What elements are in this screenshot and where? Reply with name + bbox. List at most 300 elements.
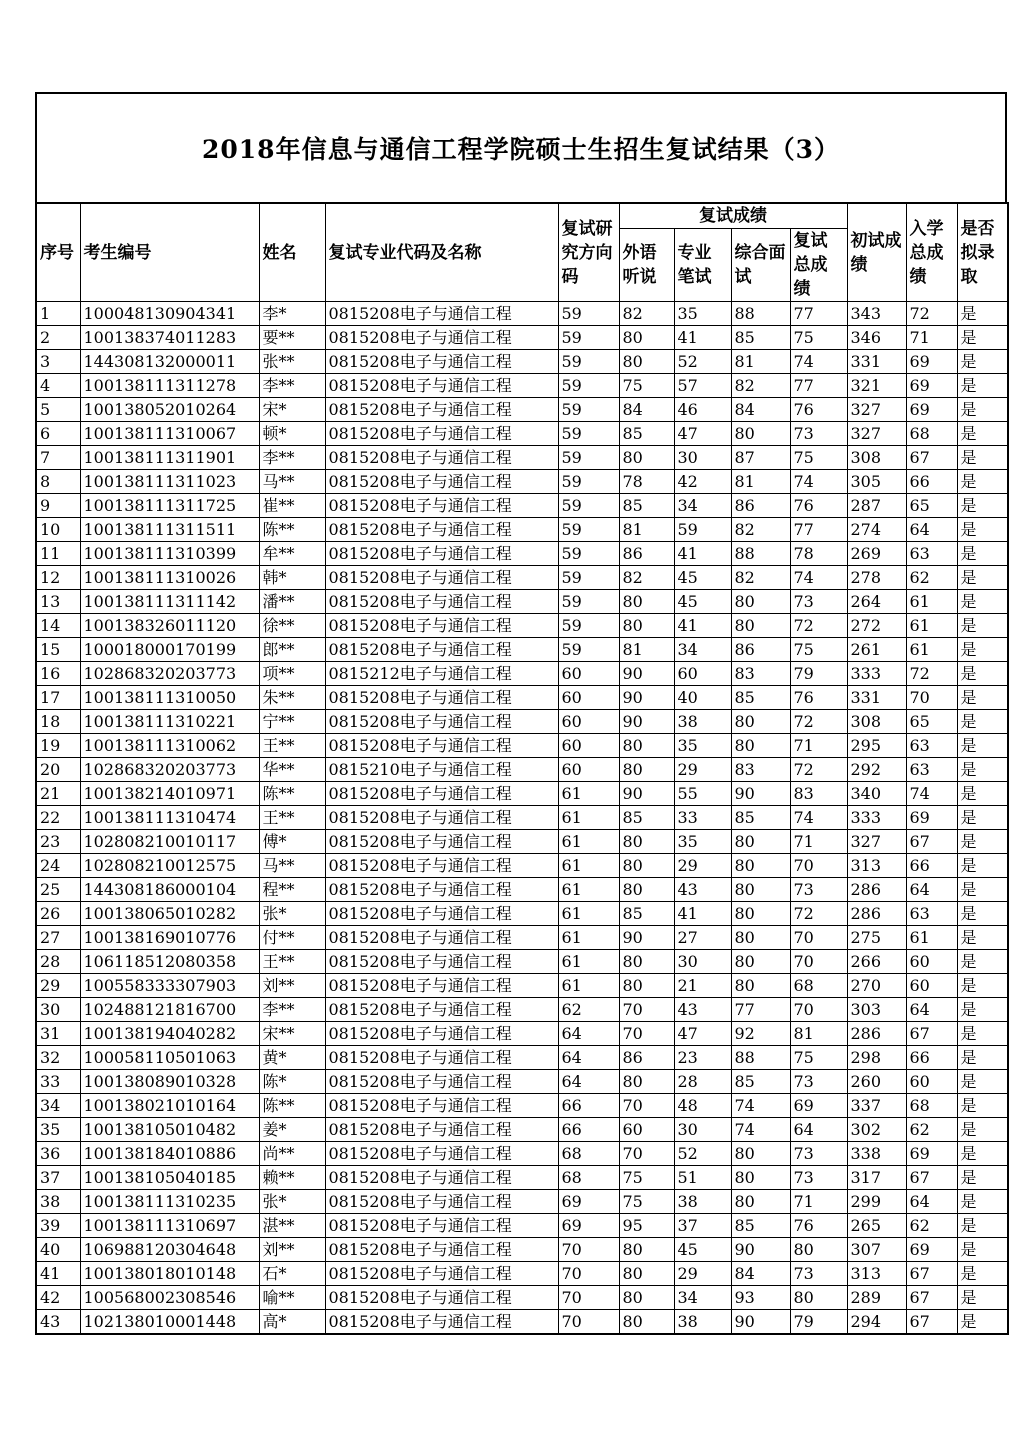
cell-exam-id: 100138111310399 (80, 542, 259, 566)
cell-exam-id: 100138105040185 (80, 1166, 259, 1190)
cell-major: 0815210电子与通信工程 (325, 758, 558, 782)
cell-foreign: 85 (619, 422, 674, 446)
cell-seq: 27 (36, 926, 80, 950)
cell-seq: 18 (36, 710, 80, 734)
cell-direction: 60 (558, 758, 619, 782)
cell-admitted: 是 (957, 1166, 1008, 1190)
cell-exam-id: 100138089010328 (80, 1070, 259, 1094)
cell-name: 宁** (259, 710, 325, 734)
cell-exam-id: 102808210012575 (80, 854, 259, 878)
cell-name: 赖** (259, 1166, 325, 1190)
table-row (36, 590, 1008, 614)
cell-name: 陈** (259, 1094, 325, 1118)
cell-retest-total: 68 (790, 974, 847, 998)
cell-admission-total: 69 (906, 1142, 957, 1166)
cell-admission-total: 66 (906, 1046, 957, 1070)
cell-exam-id: 100138111310026 (80, 566, 259, 590)
cell-interview: 90 (731, 1310, 790, 1335)
cell-major: 0815208电子与通信工程 (325, 926, 558, 950)
table-row (36, 1262, 1008, 1286)
cell-name: 马** (259, 470, 325, 494)
table-row (36, 614, 1008, 638)
cell-retest-total: 73 (790, 1142, 847, 1166)
cell-prelim: 287 (847, 494, 906, 518)
cell-retest-total: 72 (790, 710, 847, 734)
cell-prelim: 303 (847, 998, 906, 1022)
cell-admitted: 是 (957, 710, 1008, 734)
cell-admission-total: 65 (906, 710, 957, 734)
cell-prelim: 337 (847, 1094, 906, 1118)
cell-written: 33 (674, 806, 731, 830)
cell-prelim: 327 (847, 422, 906, 446)
cell-name: 王** (259, 950, 325, 974)
cell-seq: 35 (36, 1118, 80, 1142)
cell-name: 刘** (259, 1238, 325, 1262)
cell-prelim: 307 (847, 1238, 906, 1262)
cell-seq: 31 (36, 1022, 80, 1046)
cell-foreign: 82 (619, 566, 674, 590)
cell-written: 29 (674, 1262, 731, 1286)
table-row (36, 1238, 1008, 1262)
cell-direction: 60 (558, 662, 619, 686)
cell-seq: 29 (36, 974, 80, 998)
cell-direction: 59 (558, 374, 619, 398)
cell-prelim: 308 (847, 710, 906, 734)
cell-admission-total: 74 (906, 782, 957, 806)
table-row (36, 518, 1008, 542)
cell-exam-id: 102138010001448 (80, 1310, 259, 1335)
cell-retest-total: 70 (790, 998, 847, 1022)
cell-retest-total: 73 (790, 590, 847, 614)
cell-major: 0815208电子与通信工程 (325, 1286, 558, 1310)
cell-direction: 59 (558, 326, 619, 350)
cell-admission-total: 69 (906, 350, 957, 374)
cell-foreign: 80 (619, 758, 674, 782)
cell-admission-total: 63 (906, 542, 957, 566)
cell-seq: 15 (36, 638, 80, 662)
cell-admission-total: 71 (906, 326, 957, 350)
cell-admission-total: 68 (906, 1094, 957, 1118)
cell-admitted: 是 (957, 1118, 1008, 1142)
cell-admitted: 是 (957, 1286, 1008, 1310)
cell-seq: 38 (36, 1190, 80, 1214)
cell-written: 45 (674, 1238, 731, 1262)
cell-exam-id: 100138374011283 (80, 326, 259, 350)
cell-admitted: 是 (957, 566, 1008, 590)
cell-interview: 90 (731, 1238, 790, 1262)
cell-direction: 59 (558, 494, 619, 518)
cell-retest-total: 71 (790, 830, 847, 854)
cell-name: 李* (259, 302, 325, 326)
header-name: 姓名 (259, 203, 325, 302)
cell-retest-total: 76 (790, 494, 847, 518)
cell-written: 41 (674, 902, 731, 926)
cell-admitted: 是 (957, 518, 1008, 542)
cell-retest-total: 73 (790, 1262, 847, 1286)
cell-name: 要** (259, 326, 325, 350)
cell-name: 朱** (259, 686, 325, 710)
cell-exam-id: 100138065010282 (80, 902, 259, 926)
cell-prelim: 286 (847, 1022, 906, 1046)
cell-name: 李** (259, 998, 325, 1022)
table-row (36, 1166, 1008, 1190)
cell-written: 60 (674, 662, 731, 686)
cell-written: 35 (674, 830, 731, 854)
cell-admitted: 是 (957, 542, 1008, 566)
cell-interview: 80 (731, 854, 790, 878)
cell-seq: 40 (36, 1238, 80, 1262)
cell-name: 华** (259, 758, 325, 782)
cell-foreign: 90 (619, 686, 674, 710)
cell-name: 傅* (259, 830, 325, 854)
cell-exam-id: 100138214010971 (80, 782, 259, 806)
cell-written: 21 (674, 974, 731, 998)
cell-name: 王** (259, 734, 325, 758)
table-row (36, 1070, 1008, 1094)
cell-written: 29 (674, 854, 731, 878)
cell-major: 0815208电子与通信工程 (325, 1046, 558, 1070)
cell-seq: 8 (36, 470, 80, 494)
table-row (36, 350, 1008, 374)
cell-seq: 25 (36, 878, 80, 902)
cell-prelim: 269 (847, 542, 906, 566)
cell-written: 34 (674, 1286, 731, 1310)
cell-retest-total: 75 (790, 1046, 847, 1070)
cell-direction: 59 (558, 446, 619, 470)
cell-admitted: 是 (957, 878, 1008, 902)
header-retest-total: 复试总成绩 (790, 229, 847, 302)
table-row (36, 422, 1008, 446)
cell-foreign: 85 (619, 806, 674, 830)
cell-retest-total: 64 (790, 1118, 847, 1142)
cell-retest-total: 76 (790, 1214, 847, 1238)
cell-direction: 66 (558, 1118, 619, 1142)
cell-exam-id: 100138111310697 (80, 1214, 259, 1238)
cell-admitted: 是 (957, 926, 1008, 950)
cell-direction: 68 (558, 1142, 619, 1166)
cell-admission-total: 60 (906, 950, 957, 974)
cell-prelim: 260 (847, 1070, 906, 1094)
cell-foreign: 80 (619, 734, 674, 758)
cell-direction: 59 (558, 302, 619, 326)
cell-exam-id: 100138021010164 (80, 1094, 259, 1118)
cell-exam-id: 100018000170199 (80, 638, 259, 662)
cell-interview: 88 (731, 1046, 790, 1070)
cell-interview: 85 (731, 1070, 790, 1094)
cell-retest-total: 83 (790, 782, 847, 806)
cell-written: 51 (674, 1166, 731, 1190)
cell-foreign: 75 (619, 374, 674, 398)
cell-admission-total: 61 (906, 590, 957, 614)
cell-prelim: 278 (847, 566, 906, 590)
cell-foreign: 75 (619, 1166, 674, 1190)
cell-name: 程** (259, 878, 325, 902)
cell-written: 55 (674, 782, 731, 806)
cell-prelim: 313 (847, 1262, 906, 1286)
cell-foreign: 80 (619, 854, 674, 878)
cell-major: 0815208电子与通信工程 (325, 1238, 558, 1262)
cell-direction: 61 (558, 926, 619, 950)
table-row (36, 1094, 1008, 1118)
cell-name: 张** (259, 350, 325, 374)
table-row (36, 1142, 1008, 1166)
table-row (36, 1022, 1008, 1046)
cell-prelim: 305 (847, 470, 906, 494)
cell-written: 52 (674, 1142, 731, 1166)
table-row (36, 902, 1008, 926)
cell-direction: 60 (558, 734, 619, 758)
table-row (36, 1214, 1008, 1238)
cell-written: 43 (674, 998, 731, 1022)
cell-foreign: 78 (619, 470, 674, 494)
table-row (36, 398, 1008, 422)
cell-admission-total: 66 (906, 854, 957, 878)
cell-interview: 83 (731, 662, 790, 686)
cell-interview: 88 (731, 542, 790, 566)
table-row (36, 542, 1008, 566)
cell-major: 0815208电子与通信工程 (325, 1022, 558, 1046)
header-admission-total: 入学总成绩 (906, 203, 957, 302)
cell-exam-id: 100138052010264 (80, 398, 259, 422)
cell-admitted: 是 (957, 302, 1008, 326)
cell-retest-total: 75 (790, 638, 847, 662)
cell-retest-total: 78 (790, 542, 847, 566)
table-row (36, 494, 1008, 518)
cell-prelim: 286 (847, 902, 906, 926)
cell-prelim: 265 (847, 1214, 906, 1238)
cell-admission-total: 60 (906, 974, 957, 998)
cell-name: 尚** (259, 1142, 325, 1166)
cell-admitted: 是 (957, 902, 1008, 926)
cell-name: 徐** (259, 614, 325, 638)
cell-foreign: 80 (619, 590, 674, 614)
cell-exam-id: 106988120304648 (80, 1238, 259, 1262)
cell-admitted: 是 (957, 854, 1008, 878)
cell-direction: 64 (558, 1046, 619, 1070)
cell-exam-id: 100138111310235 (80, 1190, 259, 1214)
cell-foreign: 75 (619, 1190, 674, 1214)
cell-admitted: 是 (957, 1262, 1008, 1286)
cell-admission-total: 69 (906, 1238, 957, 1262)
cell-prelim: 295 (847, 734, 906, 758)
cell-admission-total: 67 (906, 1166, 957, 1190)
cell-prelim: 333 (847, 662, 906, 686)
cell-name: 张* (259, 1190, 325, 1214)
cell-admission-total: 72 (906, 662, 957, 686)
cell-name: 李** (259, 446, 325, 470)
cell-prelim: 270 (847, 974, 906, 998)
cell-admitted: 是 (957, 686, 1008, 710)
cell-foreign: 81 (619, 638, 674, 662)
cell-direction: 59 (558, 422, 619, 446)
cell-foreign: 90 (619, 926, 674, 950)
cell-foreign: 80 (619, 950, 674, 974)
cell-exam-id: 100138111311901 (80, 446, 259, 470)
cell-written: 45 (674, 590, 731, 614)
cell-major: 0815208电子与通信工程 (325, 734, 558, 758)
table-row (36, 926, 1008, 950)
cell-major: 0815208电子与通信工程 (325, 422, 558, 446)
cell-major: 0815208电子与通信工程 (325, 1142, 558, 1166)
cell-prelim: 327 (847, 830, 906, 854)
cell-name: 宋** (259, 1022, 325, 1046)
cell-major: 0815208电子与通信工程 (325, 1190, 558, 1214)
cell-foreign: 70 (619, 1142, 674, 1166)
cell-prelim: 338 (847, 1142, 906, 1166)
cell-admitted: 是 (957, 398, 1008, 422)
cell-major: 0815208电子与通信工程 (325, 374, 558, 398)
cell-major: 0815208电子与通信工程 (325, 1166, 558, 1190)
cell-exam-id: 102868320203773 (80, 758, 259, 782)
cell-foreign: 80 (619, 350, 674, 374)
cell-major: 0815208电子与通信工程 (325, 614, 558, 638)
cell-prelim: 286 (847, 878, 906, 902)
header-interview: 综合面试 (731, 229, 790, 302)
cell-major: 0815208电子与通信工程 (325, 1310, 558, 1335)
cell-retest-total: 74 (790, 350, 847, 374)
cell-direction: 59 (558, 590, 619, 614)
cell-prelim: 302 (847, 1118, 906, 1142)
cell-admission-total: 64 (906, 998, 957, 1022)
cell-written: 38 (674, 1310, 731, 1335)
cell-foreign: 85 (619, 902, 674, 926)
cell-prelim: 261 (847, 638, 906, 662)
cell-interview: 86 (731, 638, 790, 662)
cell-admission-total: 61 (906, 638, 957, 662)
cell-admitted: 是 (957, 998, 1008, 1022)
cell-exam-id: 100138194040282 (80, 1022, 259, 1046)
cell-admitted: 是 (957, 806, 1008, 830)
cell-seq: 32 (36, 1046, 80, 1070)
cell-major: 0815208电子与通信工程 (325, 806, 558, 830)
cell-major: 0815208电子与通信工程 (325, 446, 558, 470)
cell-prelim: 333 (847, 806, 906, 830)
cell-admitted: 是 (957, 1142, 1008, 1166)
cell-written: 43 (674, 878, 731, 902)
header-exam-id: 考生编号 (80, 203, 259, 302)
cell-retest-total: 70 (790, 926, 847, 950)
cell-name: 石* (259, 1262, 325, 1286)
cell-retest-total: 70 (790, 950, 847, 974)
cell-retest-total: 69 (790, 1094, 847, 1118)
cell-major: 0815208电子与通信工程 (325, 1262, 558, 1286)
cell-admitted: 是 (957, 1046, 1008, 1070)
cell-admission-total: 72 (906, 302, 957, 326)
header-prelim: 初试成绩 (847, 203, 906, 302)
cell-admitted: 是 (957, 830, 1008, 854)
cell-seq: 37 (36, 1166, 80, 1190)
cell-seq: 22 (36, 806, 80, 830)
cell-interview: 80 (731, 1142, 790, 1166)
cell-direction: 66 (558, 1094, 619, 1118)
cell-foreign: 95 (619, 1214, 674, 1238)
cell-name: 顿* (259, 422, 325, 446)
cell-interview: 84 (731, 398, 790, 422)
cell-foreign: 70 (619, 1094, 674, 1118)
table-row (36, 374, 1008, 398)
cell-direction: 59 (558, 566, 619, 590)
cell-admission-total: 68 (906, 422, 957, 446)
table-row (36, 446, 1008, 470)
header-seq: 序号 (36, 203, 80, 302)
cell-written: 52 (674, 350, 731, 374)
cell-seq: 3 (36, 350, 80, 374)
cell-retest-total: 74 (790, 566, 847, 590)
cell-name: 韩* (259, 566, 325, 590)
cell-foreign: 90 (619, 782, 674, 806)
cell-admission-total: 67 (906, 1022, 957, 1046)
cell-major: 0815208电子与通信工程 (325, 782, 558, 806)
cell-interview: 80 (731, 950, 790, 974)
cell-exam-id: 100568002308546 (80, 1286, 259, 1310)
cell-foreign: 86 (619, 542, 674, 566)
cell-name: 喻** (259, 1286, 325, 1310)
cell-written: 23 (674, 1046, 731, 1070)
cell-interview: 81 (731, 470, 790, 494)
cell-foreign: 80 (619, 1238, 674, 1262)
table-row (36, 326, 1008, 350)
cell-name: 高* (259, 1310, 325, 1335)
cell-exam-id: 144308186000104 (80, 878, 259, 902)
cell-written: 46 (674, 398, 731, 422)
cell-name: 牟** (259, 542, 325, 566)
table-row (36, 830, 1008, 854)
cell-seq: 14 (36, 614, 80, 638)
cell-interview: 80 (731, 422, 790, 446)
cell-written: 40 (674, 686, 731, 710)
cell-prelim: 294 (847, 1310, 906, 1335)
cell-admission-total: 67 (906, 1310, 957, 1335)
cell-seq: 33 (36, 1070, 80, 1094)
cell-name: 姜* (259, 1118, 325, 1142)
cell-admission-total: 62 (906, 1118, 957, 1142)
cell-exam-id: 100138111311725 (80, 494, 259, 518)
cell-prelim: 298 (847, 1046, 906, 1070)
cell-interview: 85 (731, 1214, 790, 1238)
cell-major: 0815208电子与通信工程 (325, 1118, 558, 1142)
cell-admitted: 是 (957, 950, 1008, 974)
cell-admission-total: 63 (906, 758, 957, 782)
cell-exam-id: 100138184010886 (80, 1142, 259, 1166)
cell-exam-id: 144308132000011 (80, 350, 259, 374)
cell-written: 59 (674, 518, 731, 542)
cell-admission-total: 69 (906, 806, 957, 830)
cell-admitted: 是 (957, 974, 1008, 998)
cell-written: 45 (674, 566, 731, 590)
cell-name: 崔** (259, 494, 325, 518)
cell-interview: 80 (731, 614, 790, 638)
cell-interview: 92 (731, 1022, 790, 1046)
cell-name: 付** (259, 926, 325, 950)
cell-foreign: 90 (619, 662, 674, 686)
cell-prelim: 275 (847, 926, 906, 950)
cell-admission-total: 64 (906, 1190, 957, 1214)
cell-foreign: 80 (619, 446, 674, 470)
cell-direction: 64 (558, 1070, 619, 1094)
cell-admitted: 是 (957, 1310, 1008, 1335)
cell-direction: 59 (558, 350, 619, 374)
cell-interview: 87 (731, 446, 790, 470)
cell-exam-id: 102868320203773 (80, 662, 259, 686)
cell-foreign: 60 (619, 1118, 674, 1142)
cell-seq: 1 (36, 302, 80, 326)
cell-interview: 80 (731, 734, 790, 758)
table-row (36, 878, 1008, 902)
cell-admission-total: 61 (906, 926, 957, 950)
cell-seq: 34 (36, 1094, 80, 1118)
cell-name: 王** (259, 806, 325, 830)
cell-exam-id: 100138169010776 (80, 926, 259, 950)
